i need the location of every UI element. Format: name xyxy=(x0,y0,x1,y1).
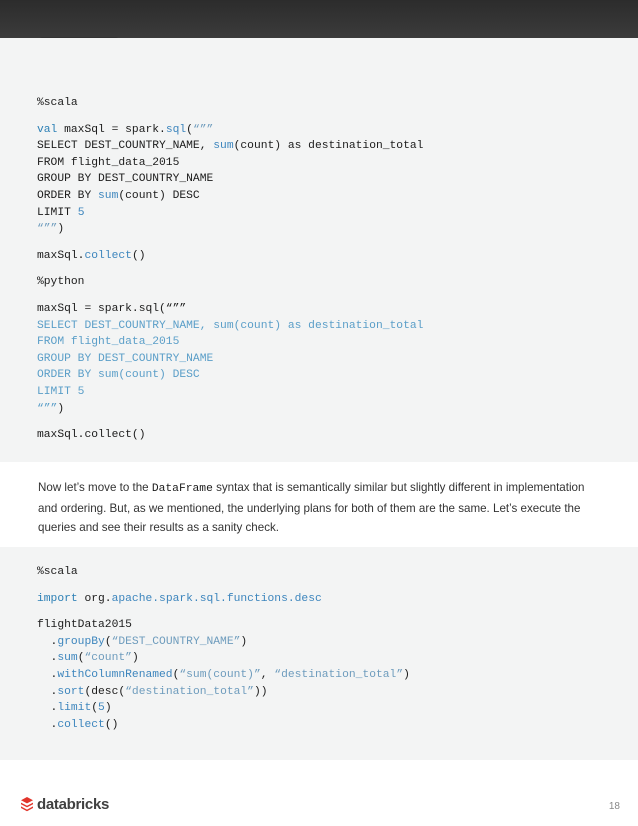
code-line xyxy=(37,171,423,188)
code-line xyxy=(37,684,410,701)
code-text: . xyxy=(37,718,58,731)
code-text: flightData2015 xyxy=(37,619,132,632)
code-function: sum xyxy=(57,652,78,665)
page-number: 18 xyxy=(608,801,620,812)
code-text: . xyxy=(37,668,58,681)
code-text: LIMIT xyxy=(37,206,78,219)
code-text: %scala xyxy=(37,97,78,109)
code-text: maxSql.collect() xyxy=(37,429,146,442)
code-text: . xyxy=(37,652,58,665)
code-line xyxy=(37,384,423,401)
code-line xyxy=(37,591,410,608)
code-line xyxy=(37,274,423,291)
code-block-dataframe xyxy=(37,564,410,733)
code-line xyxy=(37,634,410,651)
code-text: ( xyxy=(186,123,193,136)
code-line xyxy=(37,351,423,368)
code-function: withColumnRenamed xyxy=(57,668,173,681)
code-block-sql xyxy=(37,95,423,444)
code-text: ) xyxy=(131,652,139,665)
code-number: 5 xyxy=(98,702,105,715)
code-package: apache.spark.sql.functions.desc xyxy=(111,592,322,605)
code-function: sql xyxy=(165,123,187,136)
code-line xyxy=(37,155,423,172)
code-string: “”” xyxy=(192,123,214,136)
code-text: (desc( xyxy=(84,685,126,698)
code-line xyxy=(37,650,410,667)
code-line xyxy=(37,221,423,238)
code-sql-string: LIMIT 5 xyxy=(37,385,85,398)
code-text: . xyxy=(37,685,58,698)
code-line xyxy=(37,205,423,222)
code-line xyxy=(37,122,423,139)
code-text: ORDER BY xyxy=(37,189,99,202)
code-text: SELECT DEST_COUNTRY_NAME, xyxy=(37,140,214,153)
header-bar xyxy=(0,0,638,38)
code-keyword: import xyxy=(37,592,78,605)
code-line xyxy=(37,138,423,155)
code-line xyxy=(37,564,410,581)
code-string: “destination_total” xyxy=(274,668,404,681)
code-string: “”” xyxy=(37,223,58,236)
code-string: “sum(count)” xyxy=(179,668,261,681)
code-text: %python xyxy=(37,276,85,289)
code-line xyxy=(37,318,423,335)
code-line xyxy=(37,427,423,444)
code-function: sort xyxy=(57,685,85,698)
code-text: ) xyxy=(240,635,248,648)
code-text: () xyxy=(131,249,146,262)
code-text: ) xyxy=(403,668,410,681)
code-text: (count) DESC xyxy=(118,189,200,202)
code-sql-string: “”” xyxy=(37,402,58,415)
code-sql-string: FROM flight_data_2015 xyxy=(37,336,180,349)
code-text: maxSql = spark.sql(“”” xyxy=(37,302,187,315)
code-text: FROM flight_data_2015 xyxy=(37,156,180,169)
code-function: collect xyxy=(84,249,132,262)
paragraph-text: syntax that is semantically similar but slightly different in implementation and ordering. But, as we mentioned, the underlying plans for both of them are the same. Let’s execute the queries and see their results as a sanity check. xyxy=(38,481,585,534)
code-line xyxy=(37,617,410,634)
logo-wordmark: databricks xyxy=(37,795,110,813)
code-text: org. xyxy=(77,592,112,605)
code-sql-string: ORDER BY sum(count) DESC xyxy=(37,369,200,382)
code-text: %scala xyxy=(37,566,78,578)
code-line xyxy=(37,717,410,734)
code-text: maxSql = spark. xyxy=(57,123,166,136)
code-line xyxy=(37,188,423,205)
code-string: “count” xyxy=(84,652,132,665)
paragraph-text: Now let’s move to the xyxy=(38,481,152,494)
code-keyword: val xyxy=(37,123,58,136)
code-string: “destination_total” xyxy=(125,685,254,698)
databricks-logo xyxy=(20,794,109,814)
code-text: ) xyxy=(104,702,112,715)
code-function: groupBy xyxy=(57,635,105,648)
code-number: 5 xyxy=(77,206,85,219)
code-text: maxSql. xyxy=(37,249,85,262)
code-function: limit xyxy=(57,702,92,715)
code-text: , xyxy=(260,668,275,681)
code-text: . xyxy=(37,702,58,715)
code-text: GROUP BY DEST_COUNTRY_NAME xyxy=(37,173,214,186)
code-text: (count) as destination_total xyxy=(233,140,424,153)
code-text: . xyxy=(37,635,58,648)
code-line xyxy=(37,95,423,112)
code-text: () xyxy=(104,718,119,731)
databricks-stack-icon xyxy=(20,796,34,812)
code-function: sum xyxy=(213,140,234,153)
code-text: ( xyxy=(104,635,112,648)
inline-code-term: DataFrame xyxy=(151,483,213,495)
body-paragraph xyxy=(38,478,603,537)
code-text: ( xyxy=(91,702,99,715)
code-sql-string: GROUP BY DEST_COUNTRY_NAME xyxy=(37,352,214,365)
code-function: sum xyxy=(98,189,119,202)
code-string: “DEST_COUNTRY_NAME” xyxy=(111,635,241,648)
code-text: ) xyxy=(57,223,65,236)
code-line xyxy=(37,248,423,265)
code-line xyxy=(37,301,423,318)
code-line xyxy=(37,700,410,717)
code-function: collect xyxy=(57,718,105,731)
code-text: ( xyxy=(172,668,180,681)
code-text: )) xyxy=(253,685,268,698)
code-text: ( xyxy=(77,652,85,665)
code-line xyxy=(37,667,410,684)
code-text: ) xyxy=(57,402,65,415)
code-sql-string: SELECT DEST_COUNTRY_NAME, sum(count) as destination_total xyxy=(37,319,424,332)
code-line xyxy=(37,367,423,384)
code-line xyxy=(37,401,423,418)
code-line xyxy=(37,334,423,351)
